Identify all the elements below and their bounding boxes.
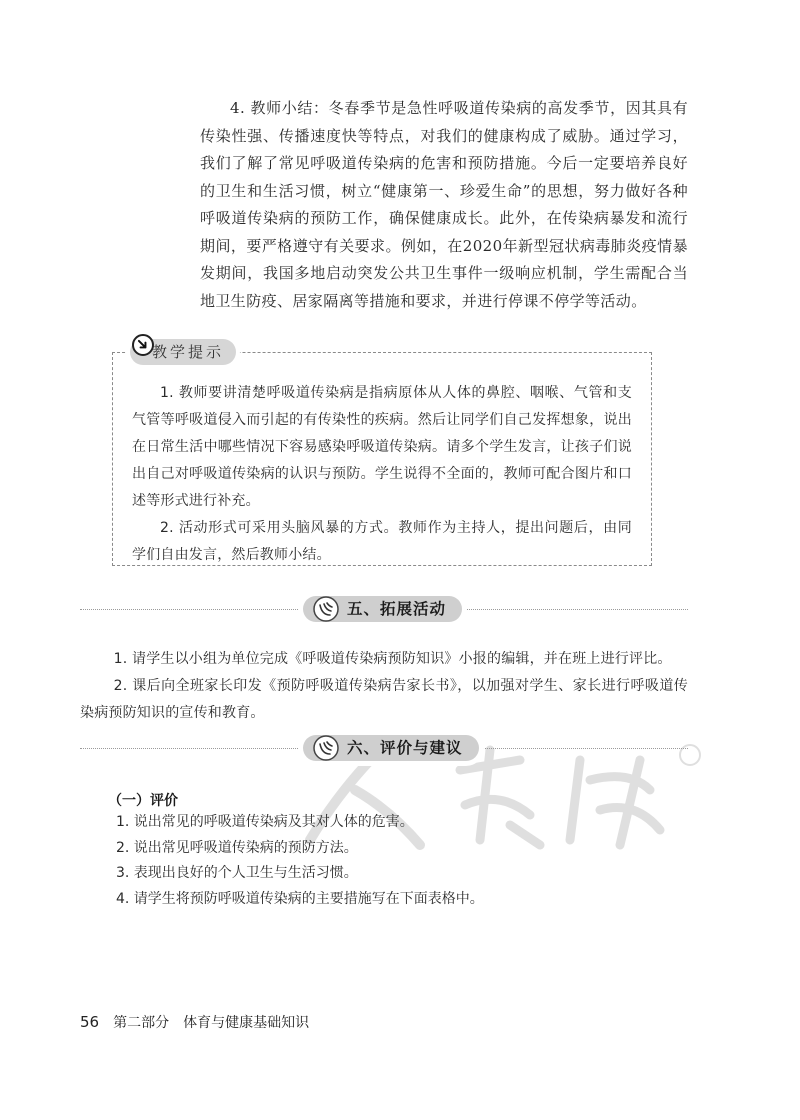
tip-paragraph: 2. 活动形式可采用头脑风暴的方式。教师作为主持人，提出问题后，由同学们自由发言，然后教师小结。	[132, 520, 632, 563]
activity-item: 2. 课后向全班家长印发《预防呼吸道传染病告家长书》，以加强对学生、家长进行呼吸道传染病预防知识的宣传和教育。	[80, 678, 688, 721]
list-item: 1. 说出常见的呼吸道传染病及其对人体的危害。	[116, 814, 414, 830]
teaching-tip-label: 教学提示	[130, 339, 236, 365]
section-heading-evaluation	[303, 735, 479, 761]
section-heading-extension	[303, 596, 462, 622]
page-number: 56	[80, 1013, 100, 1031]
section-icon	[313, 735, 339, 761]
extension-activities	[80, 646, 688, 727]
evaluation-subheading: （一）评价	[108, 793, 178, 809]
evaluation-list	[116, 810, 484, 912]
page-footer	[80, 1012, 309, 1032]
tip-paragraph: 1. 教师要讲清楚呼吸道传染病是指病原体从人体的鼻腔、咽喉、气管和支气管等呼吸道侵入而引起的有传染性的疾病。然后让同学们自己发挥想象，说出在日常生活中哪些情况下容易感染呼吸道传染病。请多个学生发言，让孩子们说出自己对呼吸道传染病的认识与预防。学生说得不全面的，教师可配合图片和口述等形式进行补充。	[132, 385, 632, 509]
section-title-text: 六、评价与建议	[347, 739, 463, 757]
list-item: 4. 请学生将预防呼吸道传染病的主要措施写在下面表格中。	[116, 890, 484, 907]
activity-item: 1. 请学生以小组为单位完成《呼吸道传染病预防知识》小报的编辑，并在班上进行评比。	[113, 651, 672, 667]
list-item: 2. 说出常见呼吸道传染病的预防方法。	[116, 839, 358, 856]
teacher-summary: 4. 教师小结：冬春季节是急性呼吸道传染病的高发季节，因其具有传染性强、传播速度快等特点，对我们的健康构成了威胁。通过学习，我们了解了常见呼吸道传染病的危害和预防措施。今后一定要培养良好的卫生和生活习惯，树立“健康第一、珍爱生命”的思想，努力做好各种呼吸道传染病的预防工作，确保健康成长。此外，在传染病暴发和流行期间，要严格遵守有关要求。例如，在2020年新型冠状病毒肺炎疫情暴发期间，我国多地启动突发公共卫生事件一级响应机制，学生需配合当地卫生防疫、居家隔离等措施和要求，并进行停课不停学等活动。	[200, 99, 688, 310]
part-title: 第二部分	[113, 1015, 170, 1031]
list-item: 3. 表现出良好的个人卫生与生活习惯。	[116, 865, 358, 881]
chapter-title: 体育与健康基础知识	[183, 1015, 310, 1031]
section-title-text: 五、拓展活动	[347, 600, 447, 618]
section-icon	[313, 596, 339, 622]
arrow-icon	[132, 334, 154, 356]
teaching-tip-content	[132, 380, 632, 569]
